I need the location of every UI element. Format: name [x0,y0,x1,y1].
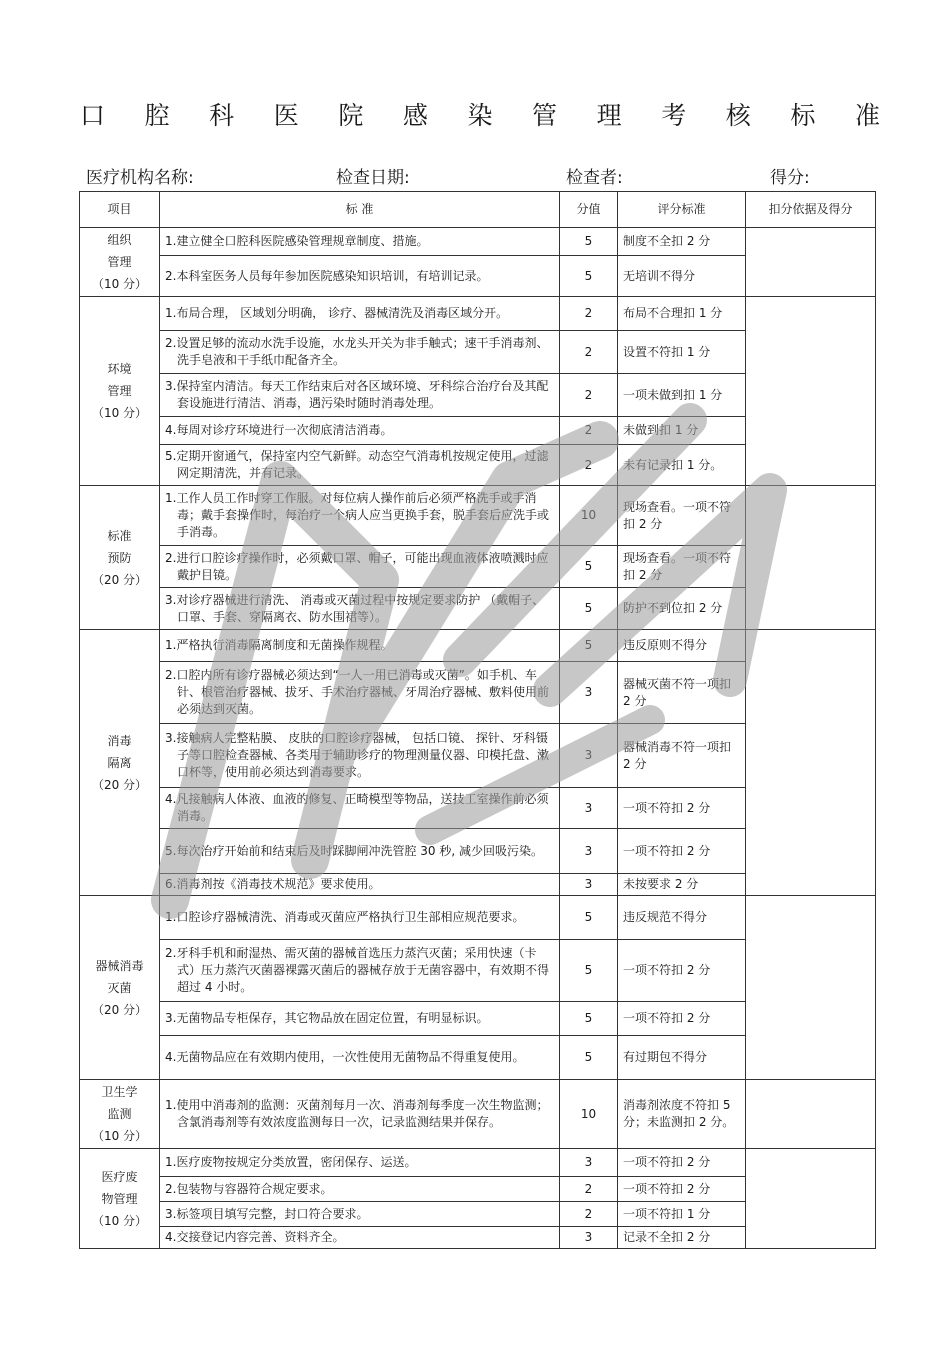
criterion-cell [160,724,560,788]
criterion-cell [160,630,560,662]
score-cell: 3 [560,874,618,896]
score-cell: 2 [560,1177,618,1202]
rule-cell: 一项不符扣 2 分 [618,1002,746,1036]
criterion-cell [160,417,560,445]
criterion-cell [160,546,560,588]
rule-cell: 消毒剂浓度不符扣 5 分；未监测扣 2 分。 [618,1080,746,1149]
category-line: 监测 [107,1107,132,1121]
rule-cell: 一项不符扣 1 分 [618,1202,746,1227]
rule-cell: 记录不全扣 2 分 [618,1227,746,1249]
score-cell: 5 [560,546,618,588]
table-row [80,297,876,331]
title-char: 感 [402,101,428,130]
criterion-text: 1.口腔诊疗器械清洗、消毒或灭菌应严格执行卫生部相应规范要求。 [165,910,525,924]
rule-cell: 现场查看。一项不符扣 2 分 [618,546,746,588]
title-char: 口 [80,101,106,130]
rule-cell: 违反原则不得分 [618,630,746,662]
table-row [80,1080,876,1149]
criterion-text: 1.医疗废物按规定分类放置，密闭保存、运送。 [165,1155,417,1169]
criterion-cell [160,228,560,256]
category-line: 消毒 [107,733,132,748]
rule-cell: 一项不符扣 2 分 [618,940,746,1002]
criterion-cell [160,662,560,724]
criterion-cell [160,1149,560,1177]
deduction-cell[interactable] [746,896,876,1080]
criterion-text: 1.建立健全口腔科医院感染管理规章制度、措施。 [165,234,429,249]
category-line: （10 分） [91,277,148,291]
rule-cell: 防护不到位扣 2 分 [618,588,746,630]
score-cell: 3 [560,724,618,788]
category-cell [80,630,160,896]
deduction-cell[interactable] [746,1149,876,1249]
category-cell [80,228,160,297]
criterion-text: 4.交接登记内容完善、资料齐全。 [165,1230,345,1244]
category-line: （10 分） [91,1129,148,1143]
col-header-deduction: 扣分依据及得分 [746,192,876,228]
criterion-cell [160,1002,560,1036]
category-line: 医疗废 [101,1169,138,1184]
title-char: 标 [790,101,816,130]
criterion-cell [160,486,560,546]
score-cell: 2 [560,374,618,417]
criterion-cell [160,896,560,940]
criterion-text: 5.定期开窗通气，保持室内空气新鲜。动态空气消毒机按规定使用，过滤网定期清洗，并有记录。 [165,449,549,480]
rule-cell: 无培训不得分 [618,256,746,297]
title-char: 核 [725,101,751,130]
rule-cell: 一项不符扣 2 分 [618,1177,746,1202]
criterion-cell [160,1202,560,1227]
inspector-label: 检查者: [566,168,623,188]
rule-cell: 未做到扣 1 分 [618,417,746,445]
criterion-cell [160,829,560,874]
score-cell: 5 [560,588,618,630]
score-cell: 3 [560,829,618,874]
score-cell: 5 [560,896,618,940]
criterion-text: 6.消毒剂按《消毒技术规范》要求使用。 [165,877,381,891]
table-row [80,486,876,546]
category-line: 管理 [107,255,132,269]
criterion-cell [160,374,560,417]
title-char: 院 [338,101,364,130]
category-cell [80,1149,160,1249]
score-cell: 5 [560,1036,618,1080]
criterion-text: 2.本科室医务人员每年参加医院感染知识培训，有培训记录。 [165,268,489,283]
rule-cell: 制度不全扣 2 分 [618,228,746,256]
criterion-cell [160,331,560,374]
score-cell: 2 [560,1202,618,1227]
criterion-text: 2.包装物与容器符合规定要求。 [165,1181,333,1196]
col-header-score: 分值 [560,192,618,228]
info-line [86,166,876,190]
score-cell: 5 [560,228,618,256]
criterion-text: 2.进行口腔诊疗操作时，必须戴口罩、帽子，可能出现血液体液喷溅时应戴护目镜。 [165,550,549,582]
deduction-cell[interactable] [746,228,876,297]
score-cell: 5 [560,256,618,297]
criterion-cell [160,256,560,297]
col-header-item: 项目 [80,192,160,228]
title-char: 医 [273,101,299,130]
criterion-text: 4.无菌物品应在有效期内使用，一次性使用无菌物品不得重复使用。 [165,1050,525,1064]
rule-cell: 有过期包不得分 [618,1036,746,1080]
category-line: 卫生学 [101,1085,138,1099]
category-line: （10 分） [91,1213,148,1228]
rule-cell: 器械灭菌不符一项扣 2 分 [618,662,746,724]
title-char: 理 [596,101,622,130]
category-cell [80,297,160,486]
deduction-cell[interactable] [746,630,876,896]
criterion-text: 3.对诊疗器械进行清洗、 消毒或灭菌过程中按规定要求防护 （戴帽子、口罩、手套、穿隔离衣、防水围裙等）。 [165,592,545,624]
category-line: 环境 [107,362,132,376]
criterion-cell [160,874,560,896]
criterion-text: 3.无菌物品专柜保存，其它物品放在固定位置，有明显标识。 [165,1011,489,1025]
rule-cell: 器械消毒不符一项扣 2 分 [618,724,746,788]
category-line: 标准 [107,528,132,543]
criterion-text: 4.每周对诊疗环境进行一次彻底清洁消毒。 [165,423,393,437]
criterion-text: 1.工作人员工作时穿工作服。对每位病人操作前后必须严格洗手或手消毒；戴手套操作时，每治疗一个病人应当更换手套，脱手套后应洗手或手消毒。 [165,491,550,539]
table-row [80,228,876,256]
rule-cell: 未按要求 2 分 [618,874,746,896]
criterion-text: 1.布局合理， 区域划分明确， 诊疗、器械清洗及消毒区域分开。 [165,306,509,320]
category-cell [80,1080,160,1149]
criterion-cell [160,297,560,331]
criterion-cell [160,445,560,486]
criterion-cell [160,940,560,1002]
title-char: 考 [661,101,687,130]
category-line: 组织 [107,233,132,247]
criterion-cell [160,588,560,630]
category-line: 管理 [107,384,132,398]
score-cell: 10 [560,486,618,546]
category-line: （20 分） [91,1002,148,1017]
category-cell [80,486,160,630]
score-cell: 5 [560,630,618,662]
rule-cell: 现场查看。一项不符扣 2 分 [618,486,746,546]
score-cell: 2 [560,417,618,445]
criterion-text: 2.口腔内所有诊疗器械必须达到“一人一用已消毒或灭菌”。如手机、车针、根管治疗器械、拔牙、手术治疗器械、牙周治疗器械、敷料使用前必须达到灭菌。 [165,668,550,716]
col-header-rule: 评分标准 [618,192,746,228]
title-char: 科 [209,101,235,130]
score-cell: 5 [560,1002,618,1036]
score-cell: 3 [560,1227,618,1249]
criterion-text: 4.凡接触病人体液、血液的修复、正畸模型等物品，送技工室操作前必须消毒。 [165,792,549,823]
rule-cell: 一项未做到扣 1 分 [618,374,746,417]
criterion-text: 5.每次治疗开始前和结束后及时踩脚闸冲洗管腔 30 秒, 减少回吸污染。 [165,843,543,858]
score-cell: 2 [560,445,618,486]
rule-cell: 一项不符扣 2 分 [618,1149,746,1177]
criterion-cell [160,788,560,829]
score-cell: 5 [560,940,618,1002]
page-title [80,100,880,132]
org-name-label: 医疗机构名称: [86,168,194,188]
table-row [80,896,876,940]
table-row [80,630,876,662]
title-char: 腔 [144,101,170,130]
criterion-text: 2.设置足够的流动水洗手设施，水龙头开关为非手触式；速干手消毒剂、洗手皂液和干手纸巾配备齐全。 [165,336,549,367]
rule-cell: 未有记录扣 1 分。 [618,445,746,486]
table-header-row [80,192,876,228]
category-line: （20 分） [91,777,148,792]
check-date-label: 检查日期: [336,168,410,188]
title-char: 管 [532,101,558,130]
category-line: （20 分） [91,572,148,587]
col-header-standard: 标 准 [160,192,560,228]
category-line: 器械消毒 [95,958,144,973]
score-label: 得分: [770,168,810,188]
category-line: 物管理 [101,1191,138,1206]
table-row [80,1149,876,1177]
score-cell: 10 [560,1080,618,1149]
criterion-text: 1.使用中消毒剂的监测：灭菌剂每月一次、消毒剂每季度一次生物监测；含氯消毒剂等有效浓度监测每日一次，记录监测结果并保存。 [165,1098,549,1129]
criterion-text: 2.牙科手机和耐湿热、需灭菌的器械首选压力蒸汽灭菌；采用快速（卡式）压力蒸汽灭菌器裸露灭菌后的器械存放于无菌容器中，有效期不得超过 4 小时。 [165,946,550,994]
category-line: 预防 [107,550,132,565]
rule-cell: 布局不合理扣 1 分 [618,297,746,331]
score-cell: 3 [560,662,618,724]
criterion-cell [160,1036,560,1080]
rule-cell: 设置不符扣 1 分 [618,331,746,374]
criterion-text: 3.标签项目填写完整，封口符合要求。 [165,1206,369,1221]
category-line: 灭菌 [107,980,132,995]
criterion-cell [160,1177,560,1202]
criterion-cell [160,1080,560,1149]
criterion-text: 1.严格执行消毒隔离制度和无菌操作规程。 [165,638,393,652]
criterion-text: 3.接触病人完整粘膜、 皮肤的口腔诊疗器械， 包括口镜、 探针、牙科镊子等口腔检查器械、各类用于辅助诊疗的物理测量仪器、印模托盘、漱口杯等，使用前必须达到消毒要求。 [165,731,550,779]
score-cell: 3 [560,1149,618,1177]
title-char: 染 [467,101,493,130]
deduction-cell[interactable] [746,1080,876,1149]
deduction-cell[interactable] [746,297,876,486]
rule-cell: 一项不符扣 2 分 [618,788,746,829]
category-line: （10 分） [91,406,148,420]
title-char: 准 [854,101,880,130]
category-line: 隔离 [107,755,132,770]
standard-table [79,191,876,1249]
score-cell: 2 [560,331,618,374]
score-cell: 2 [560,297,618,331]
category-cell [80,896,160,1080]
rule-cell: 一项不符扣 2 分 [618,829,746,874]
deduction-cell[interactable] [746,486,876,630]
criterion-text: 3.保持室内清洁。每天工作结束后对各区域环境、牙科综合治疗台及其配套设施进行清洁、消毒，遇污染时随时消毒处理。 [165,379,549,410]
rule-cell: 违反规范不得分 [618,896,746,940]
score-cell: 3 [560,788,618,829]
criterion-cell [160,1227,560,1249]
